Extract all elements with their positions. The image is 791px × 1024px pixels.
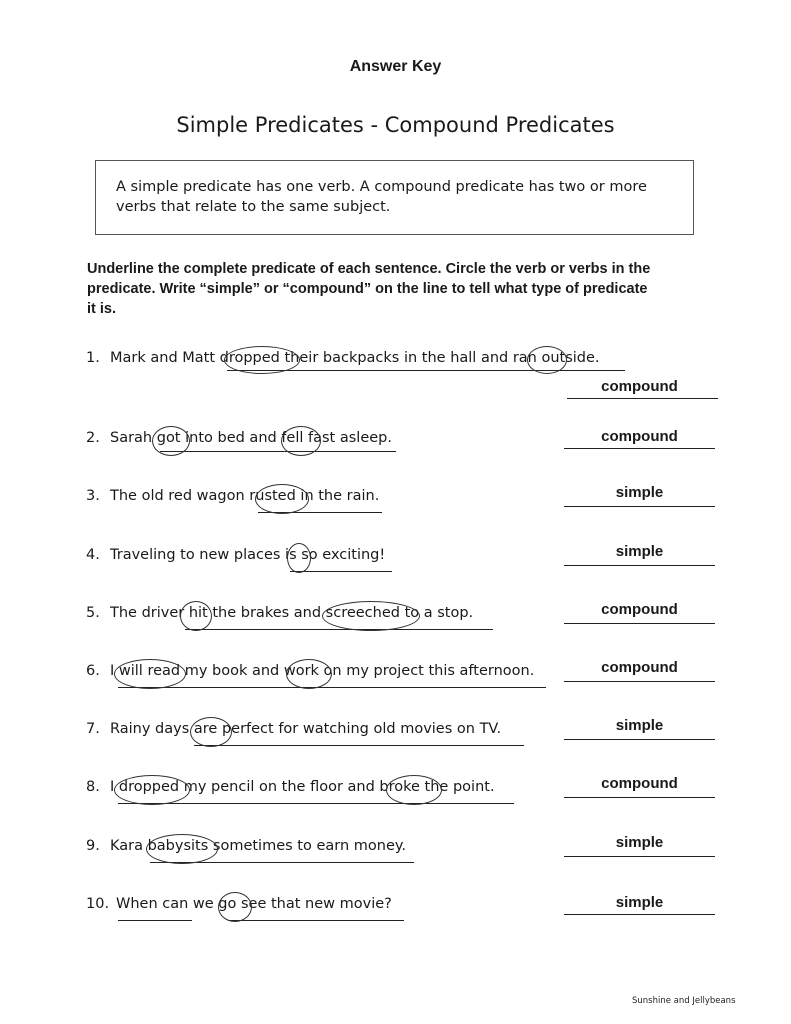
question-sentence: When can we go see that new movie? [116,896,392,912]
answer-key-label: Answer Key [349,58,442,75]
question-sentence: I dropped my pencil on the floor and broke the point. [110,779,495,795]
predicate-underline [118,687,546,688]
answer-line [564,506,715,507]
question-sentence: Traveling to new places is so exciting! [110,547,386,563]
predicate-underline [185,629,493,630]
question-sentence: I will read my book and work on my project this afternoon. [110,663,535,679]
answer-text: simple [615,543,664,560]
question-number: 4. [86,547,100,563]
answer-line [567,398,718,399]
verb-circle [287,543,311,573]
question-sentence: The old red wagon rusted in the rain. [110,488,380,504]
verb-circle [114,775,190,805]
question-number: 9. [86,838,100,854]
predicate-underline [160,451,396,452]
question-4 [0,543,791,597]
verb-circle [224,346,300,374]
verb-circle [322,601,420,631]
question-sentence: Rainy days are perfect for watching old movies on TV. [110,721,502,737]
question-sentence: The driver hit the brakes and screeched to a stop. [110,605,474,621]
answer-text: simple [615,834,664,851]
verb-circle [386,775,442,805]
question-10 [0,896,791,946]
verb-circle [527,346,567,374]
question-number: 5. [86,605,100,621]
verb-circle [146,834,218,864]
question-6 [0,659,791,713]
instructions-line-3: it is. [87,301,117,317]
question-sentence: Kara babysits sometimes to earn money. [110,838,407,854]
question-number: 1. [86,350,100,366]
question-1 [0,350,791,400]
predicate-underline [118,803,514,804]
answer-text: simple [615,484,664,501]
predicate-underline [228,920,404,921]
answer-text: compound [601,659,678,676]
definition-line-2: verbs that relate to the same subject. [116,199,391,215]
question-2 [0,430,791,480]
question-number: 10. [86,896,110,912]
answer-line [564,856,715,857]
definition-line-1: A simple predicate has one verb. A compound predicate has two or more [116,179,647,195]
answer-text: compound [601,428,678,445]
instructions [87,259,727,319]
answer-line [564,681,715,682]
question-7 [0,717,791,771]
question-number: 2. [86,430,100,446]
verb-circle [255,484,309,514]
verb-circle [190,717,232,747]
predicate-underline [118,920,192,921]
predicate-underline [194,745,524,746]
verb-circle [180,601,212,631]
question-5 [0,601,791,655]
predicate-underline [290,571,392,572]
answer-line [564,797,715,798]
definition-box [95,160,694,235]
verb-circle [152,426,190,456]
verb-circle [218,892,252,922]
answer-line [564,448,715,449]
answer-text: compound [601,601,678,618]
answer-line [564,565,715,566]
question-3 [0,484,791,538]
instructions-line-1: Underline the complete predicate of each sentence. Circle the verb or verbs in the [87,261,651,277]
question-8 [0,775,791,829]
question-9 [0,834,791,888]
answer-text: compound [601,775,678,792]
question-sentence: Mark and Matt dropped their backpacks in the hall and ran outside. [110,350,600,366]
answer-text: simple [615,717,664,734]
question-number: 8. [86,779,100,795]
question-number: 6. [86,663,100,679]
answer-text: compound [601,378,678,395]
answer-line [564,739,715,740]
question-sentence: Sarah got into bed and fell fast asleep. [110,430,392,446]
question-number: 7. [86,721,100,737]
answer-line [564,623,715,624]
question-number: 3. [86,488,100,504]
instructions-line-2: predicate. Write “simple” or “compound” on the line to tell what type of predicate [87,281,648,297]
answer-text: simple [615,894,664,911]
verb-circle [114,659,186,689]
answer-line [564,914,715,915]
page-title: Simple Predicates - Compound Predicates [176,113,615,137]
verb-circle [286,659,332,689]
verb-circle [281,426,321,456]
footer-credit: Sunshine and Jellybeans [632,996,736,1006]
